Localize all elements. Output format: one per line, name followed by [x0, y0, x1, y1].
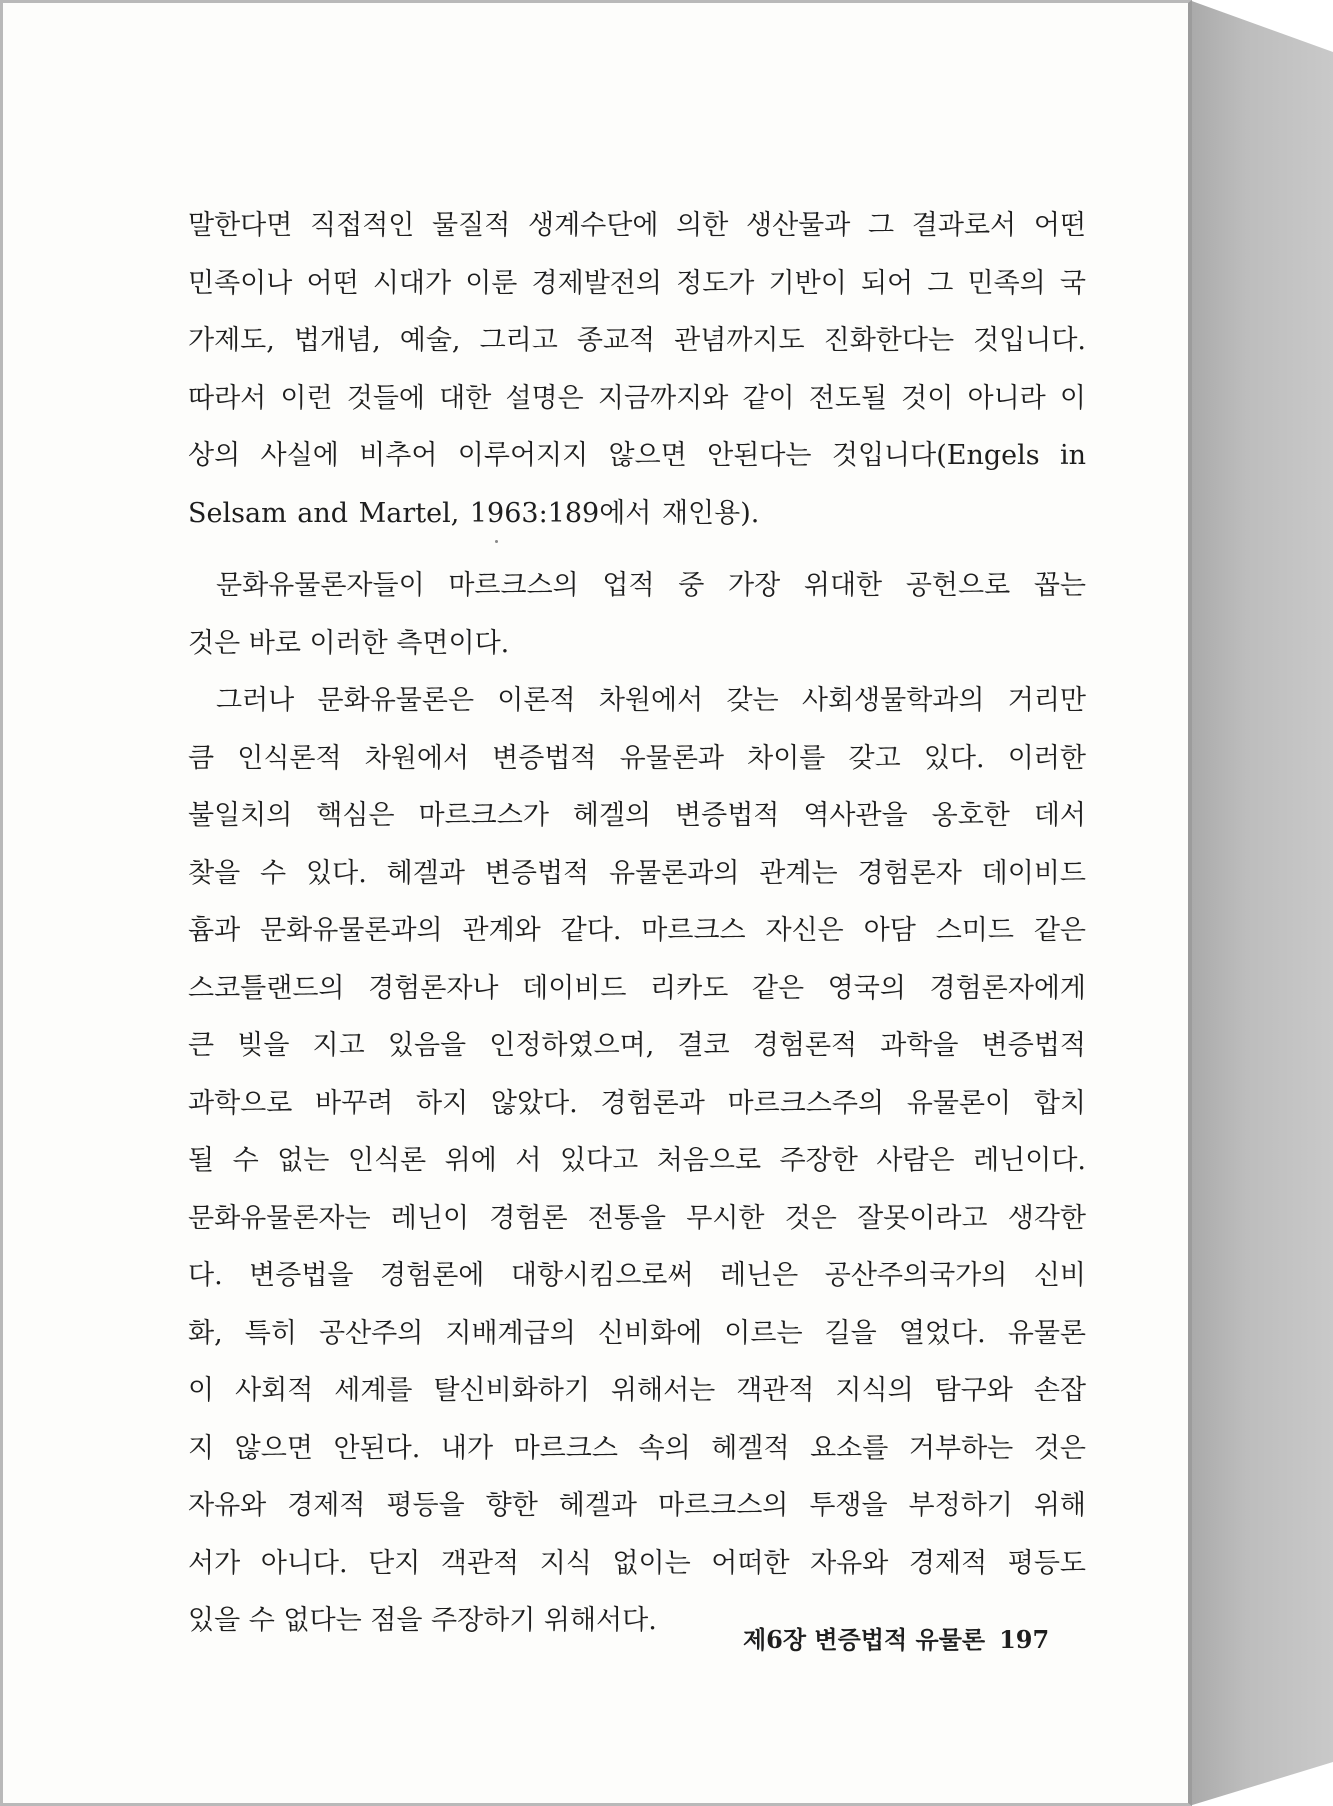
paper-speck	[495, 540, 498, 543]
paragraph-line: 다. 변증법을 경험론에 대항시킴으로써 레닌은 공산주의국가의 신비	[188, 1260, 1086, 1291]
paragraph-line: 스코틀랜드의 경험론자나 데이비드 리카도 같은 영국의 경험론자에게	[188, 972, 1086, 1004]
paragraph-line: 될 수 없는 인식론 위에 서 있다고 처음으로 주장한 사람은 레닌이다.	[188, 1145, 1086, 1176]
paragraph-line: 과학으로 바꾸려 하지 않았다. 경험론과 마르크스주의 유물론이 합치	[188, 1087, 1086, 1119]
quote-line: 가제도, 법개념, 예술, 그리고 종교적 관념까지도 진화한다는 것입니다.	[188, 325, 1086, 356]
paragraph-line: 문화유물론자들이 마르크스의 업적 중 가장 위대한 공헌으로 꼽는	[216, 570, 1086, 601]
paragraph-line: 있을 수 없다는 점을 주장하기 위해서다.	[188, 1605, 657, 1636]
quote-line: 민족이나 어떤 시대가 이룬 경제발전의 정도가 기반이 되어 그 민족의 국	[188, 267, 1086, 299]
quote-line: 말한다면 직접적인 물질적 생계수단에 의한 생산물과 그 결과로서 어떤	[188, 210, 1086, 241]
paragraph-line: 것은 바로 이러한 측면이다.	[188, 627, 510, 659]
paragraph-line: 문화유물론자는 레닌이 경험론 전통을 무시한 것은 잘못이라고 생각한	[188, 1202, 1086, 1234]
quote-line: Selsam and Martel, 1963:189에서 재인용).	[188, 497, 760, 529]
paragraph-1	[188, 557, 1086, 672]
paragraph-line: 그러나 문화유물론은 이론적 차원에서 갖는 사회생물학과의 거리만	[216, 685, 1086, 716]
page-number: 197	[999, 1625, 1050, 1654]
paragraph-line: 지 않으면 안된다. 내가 마르크스 속의 헤겔적 요소를 거부하는 것은	[188, 1432, 1086, 1464]
paragraph-line: 이 사회적 세계를 탈신비화하기 위해서는 객관적 지식의 탐구와 손잡	[188, 1375, 1086, 1406]
paragraph-line: 큰 빚을 지고 있음을 인정하였으며, 결코 경험론적 과학을 변증법적	[188, 1030, 1086, 1061]
paragraph-line: 불일치의 핵심은 마르크스가 헤겔의 변증법적 역사관을 옹호한 데서	[188, 800, 1086, 831]
paragraph-line: 찾을 수 있다. 헤겔과 변증법적 유물론과의 관계는 경험론자 데이비드	[188, 857, 1086, 889]
book-page-edge	[1189, 0, 1333, 1806]
paragraph-line: 자유와 경제적 평등을 향한 헤겔과 마르크스의 투쟁을 부정하기 위해	[188, 1490, 1086, 1521]
paragraph-line: 큼 인식론적 차원에서 변증법적 유물론과 차이를 갖고 있다. 이러한	[188, 742, 1086, 774]
block-quote	[188, 197, 1086, 542]
paragraph-line: 흄과 문화유물론과의 관계와 같다. 마르크스 자신은 아담 스미드 같은	[188, 915, 1086, 946]
quote-line: 상의 사실에 비추어 이루어지지 않으면 안된다는 것입니다(Engels in	[188, 440, 1086, 471]
paragraph-line: 화, 특히 공산주의 지배계급의 신비화에 이르는 길을 열었다. 유물론	[188, 1317, 1086, 1349]
paragraph-line: 서가 아니다. 단지 객관적 지식 없이는 어떠한 자유와 경제적 평등도	[188, 1547, 1086, 1579]
paragraph-2	[188, 672, 1086, 1650]
body-text	[188, 557, 1086, 1650]
chapter-title: 제6장 변증법적 유물론	[743, 1625, 986, 1654]
quote-line: 따라서 이런 것들에 대한 설명은 지금까지와 같이 전도될 것이 아니라 이	[188, 382, 1086, 414]
running-footer	[743, 1620, 1050, 1655]
